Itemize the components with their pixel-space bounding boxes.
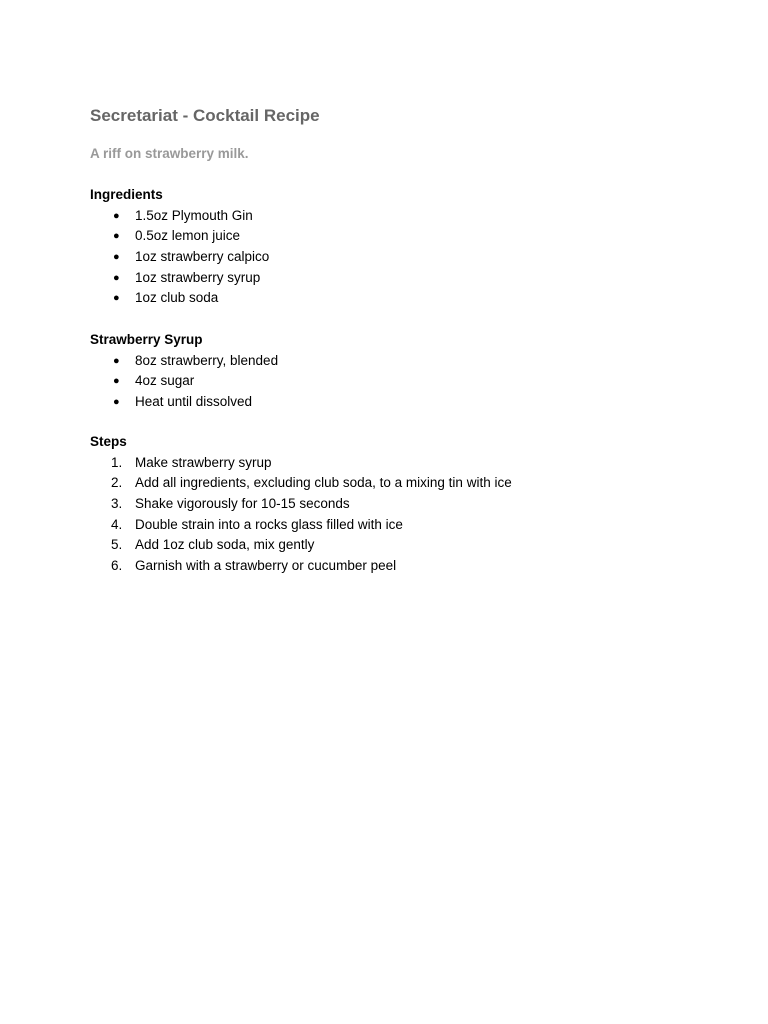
list-item-text: 1oz club soda — [135, 290, 219, 306]
list-item — [90, 556, 710, 577]
ingredients-heading: Ingredients — [90, 187, 163, 202]
strawberry-syrup-heading: Strawberry Syrup — [90, 332, 203, 347]
bullet-icon: ● — [113, 396, 120, 409]
list-item — [90, 494, 710, 515]
list-item — [90, 288, 710, 309]
bullet-icon: ● — [113, 271, 120, 284]
document-page — [90, 104, 710, 574]
list-item-text: Add all ingredients, excluding club soda, to a mixing tin with ice — [135, 475, 512, 491]
step-number: 1. — [111, 454, 123, 470]
bullet-icon: ● — [113, 251, 120, 264]
list-item-text: 1oz strawberry calpico — [135, 249, 270, 265]
steps-heading: Steps — [90, 434, 127, 449]
list-item — [90, 351, 710, 372]
list-item-text: 0.5oz lemon juice — [135, 228, 241, 244]
list-item — [90, 392, 710, 413]
list-item — [90, 247, 710, 268]
list-item — [90, 473, 710, 494]
list-item-text: 4oz sugar — [135, 373, 195, 389]
list-item-text: Garnish with a strawberry or cucumber peel — [135, 558, 397, 574]
bullet-icon: ● — [113, 292, 120, 305]
steps-section — [90, 432, 710, 577]
bullet-icon: ● — [113, 230, 120, 243]
list-item-text: Make strawberry syrup — [135, 454, 272, 470]
list-item-text: Double strain into a rocks glass filled with ice — [135, 516, 403, 532]
list-item — [90, 535, 710, 556]
list-item — [90, 515, 710, 536]
list-item — [90, 206, 710, 227]
page-subtitle: A riff on strawberry milk. — [90, 146, 249, 161]
step-number: 2. — [111, 475, 123, 491]
strawberry-syrup-list — [90, 351, 710, 413]
list-item — [90, 226, 710, 247]
list-item-text: Shake vigorously for 10-15 seconds — [135, 496, 350, 512]
step-number: 6. — [111, 558, 123, 574]
bullet-icon: ● — [113, 209, 120, 222]
steps-list — [90, 453, 710, 577]
list-item-text: Heat until dissolved — [135, 394, 253, 410]
list-item-text: Add 1oz club soda, mix gently — [135, 537, 315, 553]
ingredients-section — [90, 185, 710, 309]
list-item — [90, 371, 710, 392]
page-title: Secretariat - Cocktail Recipe — [90, 106, 320, 125]
strawberry-syrup-section — [90, 330, 710, 413]
list-item — [90, 268, 710, 289]
list-item-text: 1oz strawberry syrup — [135, 269, 261, 285]
list-item — [90, 453, 710, 474]
step-number: 3. — [111, 496, 123, 512]
bullet-icon: ● — [113, 354, 120, 367]
list-item-text: 8oz strawberry, blended — [135, 352, 279, 368]
bullet-icon: ● — [113, 375, 120, 388]
ingredients-list — [90, 206, 710, 309]
step-number: 4. — [111, 516, 123, 532]
step-number: 5. — [111, 537, 123, 553]
list-item-text: 1.5oz Plymouth Gin — [135, 207, 253, 223]
